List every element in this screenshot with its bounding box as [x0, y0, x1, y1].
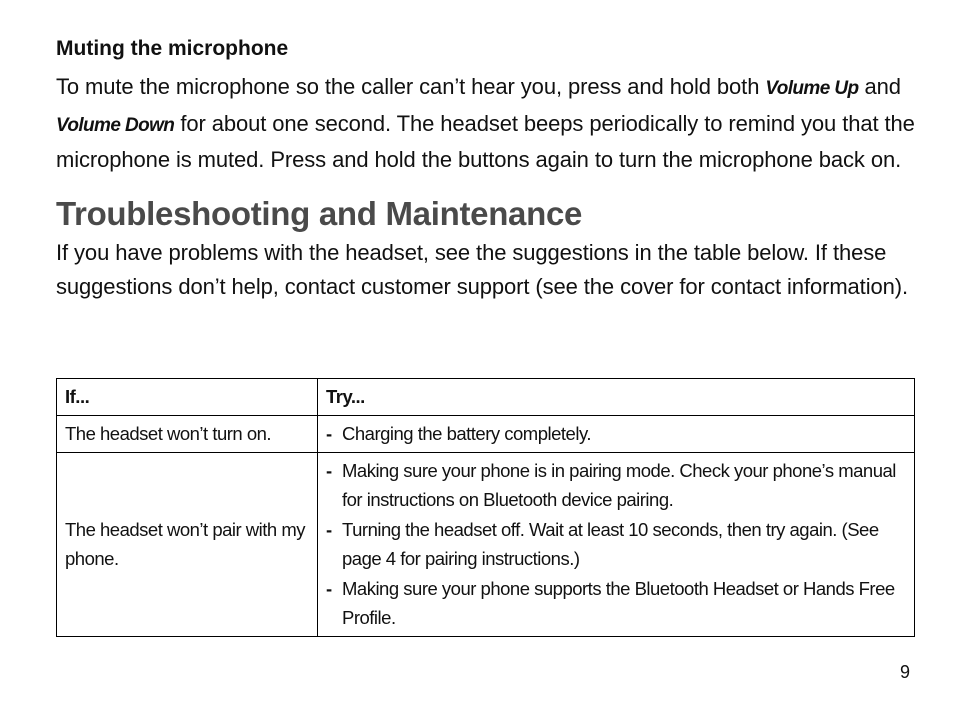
dash-bullet: - [326, 577, 332, 599]
problem-cell: The headset won’t turn on. [57, 416, 318, 453]
problem-cell: The headset won’t pair with my phone. [57, 452, 318, 636]
page-number: 9 [900, 662, 911, 682]
header-try: Try... [318, 379, 915, 416]
dash-bullet: - [326, 423, 332, 444]
solution-item [326, 419, 906, 449]
muting-text-and: and [858, 74, 901, 99]
manual-page [56, 34, 916, 305]
muting-text-end: for about one second. The headset beeps periodically to remind you that the microphone is muted. Press and hold the buttons again to turn the microphone back on. [56, 110, 915, 172]
solution-cell [318, 416, 915, 453]
solution-text: Making sure your phone supports the Bluetooth Headset or Hands Free Profile. [342, 577, 895, 628]
troubleshooting-table [56, 378, 915, 637]
troubleshooting-intro: If you have problems with the headset, see the suggestions in the table below. If these suggestions don’t help, contact customer support (see the cover for contact information). [56, 239, 908, 299]
solution-item [326, 574, 906, 633]
table-header-row [57, 379, 915, 416]
dash-bullet: - [326, 518, 332, 540]
solution-text: Turning the headset off. Wait at least 10 seconds, then try again. (See page 4 for pairing instructions.) [342, 518, 879, 569]
solution-item [326, 515, 906, 574]
header-if: If... [57, 379, 318, 416]
solution-text: Making sure your phone is in pairing mode. Check your phone’s manual for instructions on Bluetooth device pairing. [342, 459, 896, 510]
muting-heading: Muting the microphone [56, 37, 289, 60]
volume-down-label: Volume Down [56, 114, 175, 136]
table-row [57, 452, 915, 636]
solution-text: Charging the battery completely. [342, 423, 591, 444]
solution-cell [318, 452, 915, 636]
muting-text-start: To mute the microphone so the caller can’t hear you, press and hold both [56, 74, 766, 99]
troubleshooting-heading: Troubleshooting and Maintenance [56, 194, 583, 232]
table-row [57, 416, 915, 453]
muting-paragraph [56, 70, 916, 178]
volume-up-label: Volume Up [765, 78, 859, 99]
solution-item [326, 456, 906, 515]
dash-bullet: - [326, 459, 332, 481]
